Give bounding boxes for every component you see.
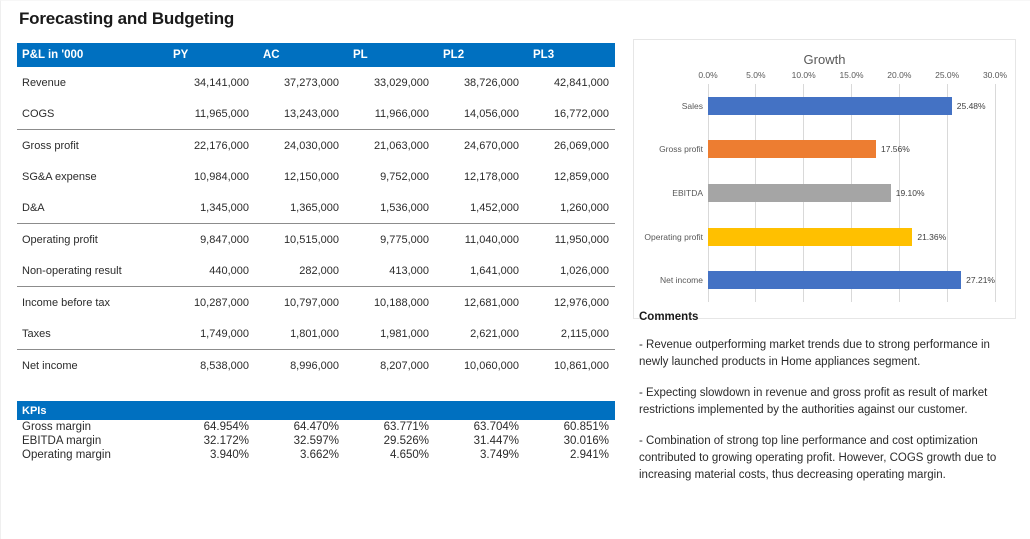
table-row	[17, 192, 615, 224]
pnl-cell-value: 1,026,000	[560, 264, 609, 277]
kpi-cell-value: 63.771%	[383, 421, 429, 433]
pnl-cell-value: 11,950,000	[525, 224, 615, 256]
pnl-cell-value: 12,859,000	[553, 170, 609, 183]
pnl-cell-value: 11,966,000	[374, 107, 429, 120]
growth-chart[interactable]	[633, 39, 1016, 319]
chart-title: Growth	[803, 52, 846, 67]
pnl-cell-value: 1,345,000	[200, 201, 249, 214]
pnl-cell-value: 413,000	[389, 264, 429, 277]
pnl-table-body	[17, 43, 615, 381]
pnl-cell-value: 26,069,000	[525, 130, 615, 162]
pnl-cell-value: 8,538,000	[165, 350, 255, 382]
table-row	[17, 318, 615, 350]
kpi-cell-value: 32.172%	[203, 435, 249, 447]
chart-bars	[644, 84, 995, 302]
chart-bar-value-label: 17.56%	[880, 144, 910, 155]
comment-paragraph: - Revenue outperforming market trends due to strong performance in newly launched products in Home appliances segment.	[639, 339, 990, 368]
chart-bar-value-label: 27.21%	[966, 275, 995, 286]
pnl-cell-value: 10,287,000	[165, 287, 255, 319]
kpi-cell-value: 60.851%	[563, 421, 609, 433]
table-row	[17, 98, 615, 130]
pnl-cell-value: 24,670,000	[435, 130, 525, 162]
pnl-cell-value: 10,188,000	[345, 287, 435, 319]
pnl-header-col-ac: AC	[255, 43, 345, 67]
kpi-header-spacer	[255, 401, 345, 420]
pnl-cell-value: 8,996,000	[255, 350, 345, 382]
comment-paragraph: - Expecting slowdown in revenue and gross profit as result of market restrictions implemented by the authorities against our customer.	[639, 387, 988, 416]
chart-bar[interactable]	[708, 228, 912, 246]
table-row	[17, 161, 615, 192]
kpi-table-body	[17, 401, 615, 462]
pnl-cell-value: 22,176,000	[165, 130, 255, 162]
comments-body	[639, 337, 1017, 484]
table-row	[17, 287, 615, 319]
kpi-cell-value: 32.597%	[293, 435, 339, 447]
pnl-cell-value: 9,775,000	[345, 224, 435, 256]
page-title: Forecasting and Budgeting	[19, 9, 235, 28]
chart-plot-area	[644, 70, 1008, 302]
pnl-row-label: Gross profit	[17, 130, 165, 162]
pnl-cell-value: 2,621,000	[470, 327, 519, 340]
table-row	[17, 224, 615, 256]
kpi-table-container	[17, 401, 615, 462]
kpi-cell-value: 64.470%	[293, 421, 339, 433]
pnl-cell-value: 13,243,000	[283, 107, 339, 120]
pnl-header-col-py: PY	[165, 43, 255, 67]
chart-bar[interactable]	[708, 184, 891, 202]
pnl-row-label: Revenue	[22, 76, 67, 89]
pnl-row-label: Taxes	[22, 327, 51, 340]
comments-title: Comments	[639, 311, 699, 323]
pnl-header-col-pl3: PL3	[525, 43, 615, 67]
chart-bar-row[interactable]	[659, 132, 995, 166]
pnl-cell-value: 12,178,000	[463, 170, 519, 183]
pnl-cell-value: 38,726,000	[463, 76, 519, 89]
pnl-cell-value: 12,976,000	[525, 287, 615, 319]
pnl-cell-value: 12,150,000	[283, 170, 339, 183]
pnl-cell-value: 1,536,000	[380, 201, 429, 214]
pnl-cell-value: 9,847,000	[165, 224, 255, 256]
pnl-cell-value: 1,981,000	[380, 327, 429, 340]
pnl-cell-value: 1,801,000	[290, 327, 339, 340]
pnl-row-label: Income before tax	[17, 287, 165, 319]
table-row	[17, 130, 615, 162]
chart-x-tick-label: 15.0%	[839, 70, 864, 80]
chart-bar-value-label: 21.36%	[917, 231, 947, 242]
pnl-cell-value: 10,515,000	[255, 224, 345, 256]
chart-bar-value-label: 19.10%	[895, 188, 925, 198]
pnl-table-container	[17, 43, 615, 381]
table-row	[17, 67, 615, 98]
kpi-cell-value: 64.954%	[203, 421, 249, 433]
kpi-header-row	[17, 401, 615, 420]
kpi-header-spacer	[165, 401, 255, 420]
kpi-header-label: KPIs	[17, 401, 165, 420]
chart-x-tick-label: 25.0%	[935, 70, 960, 80]
comments-section	[639, 311, 1017, 498]
chart-bar-row[interactable]	[660, 263, 995, 297]
table-row	[17, 420, 615, 434]
pnl-cell-value: 8,207,000	[345, 350, 435, 382]
pnl-table	[17, 43, 615, 381]
chart-x-tick-label: 30.0%	[982, 70, 1008, 80]
pnl-cell-value: 21,063,000	[345, 130, 435, 162]
pnl-cell-value: 42,841,000	[553, 76, 609, 89]
pnl-cell-value: 10,984,000	[193, 170, 249, 183]
chart-bar[interactable]	[708, 271, 961, 289]
pnl-row-label: COGS	[22, 107, 55, 120]
pnl-cell-value: 11,965,000	[194, 107, 249, 120]
chart-category-label: Gross profit	[659, 144, 703, 155]
pnl-cell-value: 14,056,000	[463, 107, 519, 120]
pnl-cell-value: 1,452,000	[470, 201, 519, 214]
pnl-row-label: Non-operating result	[22, 264, 122, 277]
pnl-cell-value: 33,029,000	[373, 76, 429, 89]
chart-category-label: Operating profit	[644, 231, 703, 242]
kpi-cell-value: 30.016%	[563, 435, 609, 447]
pnl-cell-value: 2,115,000	[560, 327, 609, 340]
kpi-table	[17, 401, 615, 462]
pnl-cell-value: 1,749,000	[200, 327, 249, 340]
chart-category-label: Net income	[660, 275, 703, 286]
table-row	[17, 350, 615, 382]
pnl-cell-value: 16,772,000	[553, 107, 609, 120]
comment-paragraph: - Combination of strong top line performance and cost optimization contributed to growing operating profit. However, COGS growth due to increasing material costs, thus decreasing operating margin.	[639, 435, 997, 481]
pnl-header-col-pl: PL	[345, 43, 435, 67]
chart-x-tick-label: 10.0%	[791, 70, 816, 80]
kpi-cell-value: 31.447%	[473, 435, 519, 447]
kpi-row-label: Gross margin	[22, 421, 92, 433]
pnl-cell-value: 10,060,000	[435, 350, 525, 382]
kpi-cell-value: 3.940%	[209, 449, 249, 461]
chart-x-axis-ticks	[698, 70, 1008, 82]
kpi-header-spacer	[345, 401, 435, 420]
kpi-cell-value: 3.749%	[479, 449, 519, 461]
pnl-cell-value: 10,861,000	[525, 350, 615, 382]
pnl-row-label: Operating profit	[17, 224, 165, 256]
chart-bar[interactable]	[708, 140, 876, 158]
pnl-cell-value: 11,040,000	[435, 224, 525, 256]
pnl-cell-value: 10,797,000	[255, 287, 345, 319]
chart-bar[interactable]	[708, 97, 952, 115]
chart-category-label: EBITDA	[672, 188, 703, 198]
chart-bar-row[interactable]	[672, 176, 995, 210]
pnl-cell-value: 440,000	[209, 264, 249, 277]
kpi-cell-value: 3.662%	[299, 449, 339, 461]
kpi-cell-value: 63.704%	[473, 421, 519, 433]
kpi-cell-value: 4.650%	[389, 449, 429, 461]
pnl-cell-value: 37,273,000	[283, 76, 339, 89]
chart-bar-value-label: 25.48%	[956, 100, 986, 111]
kpi-cell-value: 2.941%	[569, 449, 609, 461]
chart-bar-row[interactable]	[644, 220, 995, 254]
pnl-row-label: D&A	[22, 201, 45, 214]
chart-category-label: Sales	[681, 100, 703, 111]
kpi-header-spacer	[525, 401, 615, 420]
pnl-header-col-pl2: PL2	[435, 43, 525, 67]
chart-x-tick-label: 20.0%	[887, 70, 912, 80]
pnl-cell-value: 282,000	[299, 264, 339, 277]
pnl-row-label: SG&A expense	[22, 170, 97, 183]
pnl-header-label: P&L in '000	[17, 43, 165, 67]
pnl-cell-value: 1,260,000	[560, 201, 609, 214]
pnl-header-row	[17, 43, 615, 67]
pnl-cell-value: 34,141,000	[193, 76, 249, 89]
pnl-cell-value: 24,030,000	[255, 130, 345, 162]
pnl-cell-value: 9,752,000	[380, 170, 429, 183]
table-row	[17, 448, 615, 462]
chart-bar-row[interactable]	[681, 89, 995, 123]
pnl-cell-value: 1,365,000	[290, 201, 339, 214]
kpi-row-label: Operating margin	[22, 449, 111, 461]
pnl-cell-value: 12,681,000	[435, 287, 525, 319]
chart-x-tick-label: 0.0%	[698, 70, 718, 80]
chart-x-tick-label: 5.0%	[746, 70, 766, 80]
table-row	[17, 434, 615, 448]
pnl-row-label: Net income	[17, 350, 165, 382]
kpi-cell-value: 29.526%	[383, 435, 429, 447]
pnl-cell-value: 1,641,000	[470, 264, 519, 277]
table-row	[17, 255, 615, 287]
kpi-row-label: EBITDA margin	[22, 435, 102, 447]
kpi-header-spacer	[435, 401, 525, 420]
